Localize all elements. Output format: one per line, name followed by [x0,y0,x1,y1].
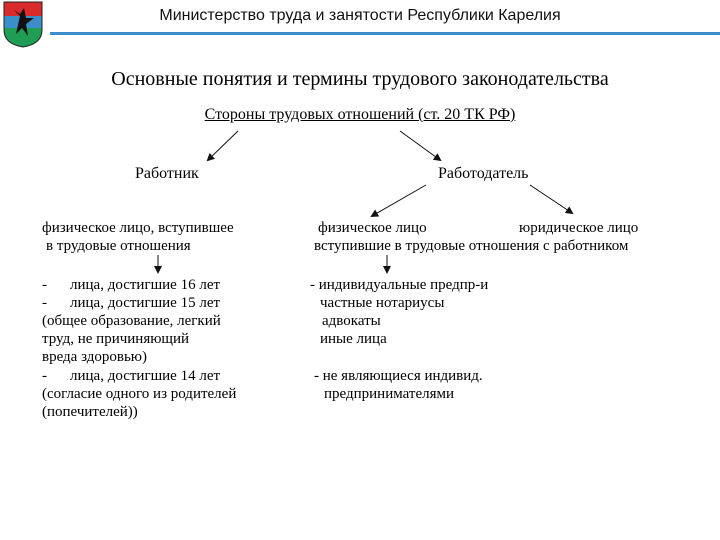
main-title: Основные понятия и термины трудового законодательства [111,68,609,90]
list-item: - лица, достигшие 15 лет [42,295,221,311]
list-item: труд, не причиняющий [42,331,190,347]
employer-definition: вступившие в трудовые отношения с работником [314,238,629,254]
list-item: предпринимателями [324,386,455,402]
arrow-to-physical [372,185,426,216]
list-item: - лица, достигшие 16 лет [42,277,221,293]
list-item: (согласие одного из родителей [42,386,237,402]
header-title: Министерство труда и занятости Республики Карелия [159,7,561,24]
employee-definition-line-1: физическое лицо, вступившее [42,220,234,236]
list-item: вреда здоровью) [42,349,147,365]
list-item: частные нотариусы [320,295,445,311]
employer-type-legal: юридическое лицо [519,220,639,236]
employer-type-physical: физическое лицо [318,220,427,236]
list-item: - индивидуальные предпр-и [310,277,489,293]
employee-heading: Работник [135,165,199,182]
list-item: - лица, достигшие 14 лет [42,368,221,384]
list-item: - не являющиеся индивид. [314,368,483,384]
subtitle: Стороны трудовых отношений (ст. 20 ТК РФ) [204,106,516,123]
list-item: (попечителей)) [42,404,138,420]
employee-definition-line-2: в трудовые отношения [46,238,191,254]
arrow-to-legal [530,185,572,213]
arrow-to-employer [400,131,440,160]
list-item: (общее образование, легкий [42,313,221,329]
employer-heading: Работодатель [438,165,529,182]
arrow-to-employee [208,131,238,160]
list-item: иные лица [320,331,387,347]
list-item: адвокаты [322,313,381,329]
